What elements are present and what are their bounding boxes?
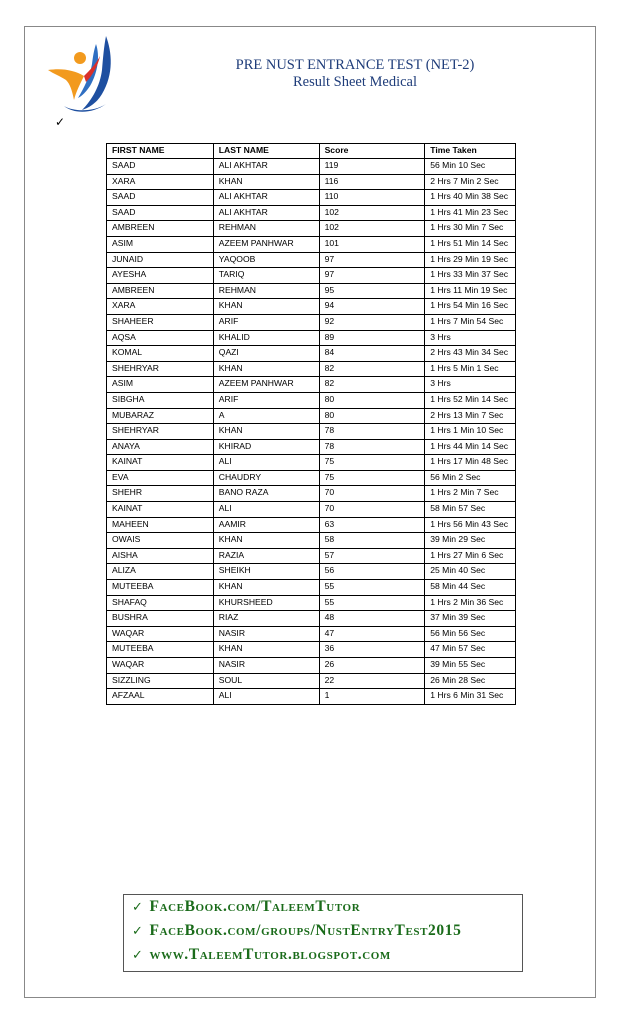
table-row [107,377,516,393]
cell-time-taken: 1 Hrs 7 Min 54 Sec [425,314,516,330]
cell-first-name: SHEHRYAR [107,424,214,440]
cell-first-name: MUTEEBA [107,642,214,658]
cell-time-taken: 26 Min 28 Sec [425,673,516,689]
table-row [107,252,516,268]
cell-first-name: SHAHEER [107,314,214,330]
cell-score: 48 [319,611,425,627]
cell-last-name: ALI AKHTAR [213,190,319,206]
cell-time-taken: 56 Min 56 Sec [425,626,516,642]
table-header-row [107,144,516,159]
cell-first-name: MUBARAZ [107,408,214,424]
cell-time-taken: 1 Hrs 6 Min 31 Sec [425,689,516,705]
cell-time-taken: 2 Hrs 43 Min 34 Sec [425,346,516,362]
document-subtitle: Result Sheet Medical [292,74,418,90]
cell-last-name: KHAN [213,642,319,658]
cell-time-taken: 39 Min 29 Sec [425,533,516,549]
cell-time-taken: 1 Hrs 17 Min 48 Sec [425,455,516,471]
table-row [107,642,516,658]
cell-time-taken: 1 Hrs 51 Min 14 Sec [425,236,516,252]
cell-score: 70 [319,486,425,502]
cell-score: 57 [319,548,425,564]
table-row [107,470,516,486]
table-row [107,221,516,237]
cell-first-name: MAHEEN [107,517,214,533]
cell-first-name: AFZAAL [107,689,214,705]
cell-last-name: RIAZ [213,611,319,627]
cell-last-name: KHIRAD [213,439,319,455]
table-row [107,689,516,705]
table-row [107,455,516,471]
cell-last-name: AZEEM PANHWAR [213,377,319,393]
facebook-page-link[interactable] [132,898,360,916]
cell-last-name: BANO RAZA [213,486,319,502]
cell-score: 92 [319,314,425,330]
cell-first-name: WAQAR [107,658,214,674]
cell-first-name: SAAD [107,159,214,175]
table-row [107,658,516,674]
cell-time-taken: 3 Hrs [425,377,516,393]
table-row [107,174,516,190]
link-text: www.TaleemTutor.blogspot.com [149,946,391,963]
cell-first-name: ASIM [107,377,214,393]
cell-score: 84 [319,346,425,362]
table-row [107,408,516,424]
cell-last-name: ALI [213,455,319,471]
cell-time-taken: 1 Hrs 2 Min 36 Sec [425,595,516,611]
table-row [107,346,516,362]
cell-last-name: TARIQ [213,268,319,284]
table-row [107,314,516,330]
social-links-box [123,894,523,972]
cell-last-name: KHURSHEED [213,595,319,611]
cell-time-taken: 3 Hrs [425,330,516,346]
table-row [107,424,516,440]
cell-time-taken: 1 Hrs 2 Min 7 Sec [425,486,516,502]
cell-first-name: OWAIS [107,533,214,549]
column-header-score: Score [319,144,425,159]
cell-time-taken: 1 Hrs 11 Min 19 Sec [425,283,516,299]
cell-last-name: A [213,408,319,424]
cell-first-name: KAINAT [107,455,214,471]
cell-last-name: ALI AKHTAR [213,205,319,221]
cell-last-name: AZEEM PANHWAR [213,236,319,252]
cell-score: 56 [319,564,425,580]
cell-time-taken: 1 Hrs 33 Min 37 Sec [425,268,516,284]
results-table [106,143,516,705]
table-row [107,330,516,346]
cell-first-name: AQSA [107,330,214,346]
cell-time-taken: 1 Hrs 41 Min 23 Sec [425,205,516,221]
cell-first-name: BUSHRA [107,611,214,627]
cell-last-name: AAMIR [213,517,319,533]
cell-first-name: SHEHRYAR [107,361,214,377]
cell-first-name: ALIZA [107,564,214,580]
cell-time-taken: 1 Hrs 30 Min 7 Sec [425,221,516,237]
cell-first-name: XARA [107,174,214,190]
table-row [107,190,516,206]
cell-first-name: SAAD [107,190,214,206]
column-header-last-name: LAST NAME [213,144,319,159]
cell-first-name: XARA [107,299,214,315]
table-row [107,268,516,284]
cell-time-taken: 2 Hrs 7 Min 2 Sec [425,174,516,190]
cell-first-name: MUTEEBA [107,580,214,596]
cell-score: 47 [319,626,425,642]
check-mark: ✓ [55,115,66,129]
cell-first-name: WAQAR [107,626,214,642]
cell-last-name: NASIR [213,626,319,642]
cell-score: 26 [319,658,425,674]
document-title: PRE NUST ENTRANCE TEST (NET-2) [235,57,475,73]
cell-last-name: REHMAN [213,283,319,299]
cell-score: 80 [319,392,425,408]
cell-first-name: SIZZLING [107,673,214,689]
cell-first-name: ASIM [107,236,214,252]
cell-first-name: SAAD [107,205,214,221]
cell-last-name: ALI [213,689,319,705]
cell-time-taken: 37 Min 39 Sec [425,611,516,627]
cell-score: 80 [319,408,425,424]
cell-time-taken: 1 Hrs 54 Min 16 Sec [425,299,516,315]
cell-score: 116 [319,174,425,190]
cell-time-taken: 1 Hrs 56 Min 43 Sec [425,517,516,533]
table-row [107,673,516,689]
blog-link[interactable] [132,946,391,964]
cell-first-name: SIBGHA [107,392,214,408]
check-icon: ✓ [132,924,144,939]
cell-last-name: KHALID [213,330,319,346]
cell-first-name: AISHA [107,548,214,564]
logo [44,34,120,114]
cell-last-name: KHAN [213,533,319,549]
cell-time-taken: 56 Min 2 Sec [425,470,516,486]
cell-last-name: KHAN [213,361,319,377]
table-row [107,299,516,315]
cell-first-name: KOMAL [107,346,214,362]
cell-first-name: SHEHR [107,486,214,502]
cell-score: 94 [319,299,425,315]
cell-score: 55 [319,580,425,596]
cell-score: 95 [319,283,425,299]
cell-score: 22 [319,673,425,689]
cell-score: 75 [319,455,425,471]
cell-last-name: CHAUDRY [213,470,319,486]
cell-time-taken: 1 Hrs 40 Min 38 Sec [425,190,516,206]
cell-first-name: KAINAT [107,502,214,518]
cell-time-taken: 2 Hrs 13 Min 7 Sec [425,408,516,424]
cell-score: 1 [319,689,425,705]
link-text: FaceBook.com/TaleemTutor [149,898,361,915]
document-header [190,57,520,91]
cell-time-taken: 1 Hrs 29 Min 19 Sec [425,252,516,268]
cell-score: 102 [319,205,425,221]
cell-last-name: KHAN [213,174,319,190]
table-row [107,533,516,549]
cell-last-name: REHMAN [213,221,319,237]
cell-score: 102 [319,221,425,237]
cell-first-name: EVA [107,470,214,486]
cell-first-name: AMBREEN [107,221,214,237]
table-row [107,517,516,533]
cell-last-name: KHAN [213,299,319,315]
facebook-group-link[interactable] [132,922,461,940]
cell-time-taken: 1 Hrs 27 Min 6 Sec [425,548,516,564]
table-row [107,439,516,455]
cell-last-name: ARIF [213,392,319,408]
cell-score: 55 [319,595,425,611]
cell-score: 78 [319,439,425,455]
table-row [107,564,516,580]
cell-last-name: YAQOOB [213,252,319,268]
cell-time-taken: 25 Min 40 Sec [425,564,516,580]
cell-score: 97 [319,268,425,284]
cell-time-taken: 1 Hrs 52 Min 14 Sec [425,392,516,408]
cell-score: 97 [319,252,425,268]
column-header-time-taken: Time Taken [425,144,516,159]
column-header-first-name: FIRST NAME [107,144,214,159]
cell-time-taken: 1 Hrs 44 Min 14 Sec [425,439,516,455]
cell-score: 119 [319,159,425,175]
table-row [107,502,516,518]
cell-score: 89 [319,330,425,346]
table-row [107,205,516,221]
cell-time-taken: 58 Min 44 Sec [425,580,516,596]
cell-score: 75 [319,470,425,486]
table-row [107,392,516,408]
cell-last-name: RAZIA [213,548,319,564]
cell-score: 82 [319,377,425,393]
cell-score: 70 [319,502,425,518]
cell-time-taken: 1 Hrs 1 Min 10 Sec [425,424,516,440]
cell-last-name: SOUL [213,673,319,689]
cell-score: 82 [319,361,425,377]
cell-score: 101 [319,236,425,252]
cell-first-name: JUNAID [107,252,214,268]
table-row [107,548,516,564]
cell-score: 36 [319,642,425,658]
table-row [107,283,516,299]
cell-last-name: QAZI [213,346,319,362]
cell-first-name: AYESHA [107,268,214,284]
cell-time-taken: 56 Min 10 Sec [425,159,516,175]
cell-last-name: ARIF [213,314,319,330]
cell-first-name: ANAYA [107,439,214,455]
results-table-body [107,159,516,705]
table-row [107,595,516,611]
cell-time-taken: 1 Hrs 5 Min 1 Sec [425,361,516,377]
link-text: FaceBook.com/groups/NustEntryTest2015 [149,922,462,939]
table-row [107,611,516,627]
cell-time-taken: 39 Min 55 Sec [425,658,516,674]
table-row [107,580,516,596]
cell-last-name: NASIR [213,658,319,674]
table-row [107,159,516,175]
check-icon: ✓ [132,948,144,963]
cell-score: 78 [319,424,425,440]
cell-score: 63 [319,517,425,533]
cell-last-name: ALI AKHTAR [213,159,319,175]
table-row [107,486,516,502]
cell-last-name: KHAN [213,580,319,596]
cell-score: 110 [319,190,425,206]
cell-time-taken: 58 Min 57 Sec [425,502,516,518]
cell-time-taken: 47 Min 57 Sec [425,642,516,658]
cell-first-name: SHAFAQ [107,595,214,611]
table-row [107,626,516,642]
cell-last-name: SHEIKH [213,564,319,580]
check-icon: ✓ [132,900,144,915]
table-row [107,236,516,252]
table-row [107,361,516,377]
cell-first-name: AMBREEN [107,283,214,299]
cell-last-name: KHAN [213,424,319,440]
cell-last-name: ALI [213,502,319,518]
cell-score: 58 [319,533,425,549]
